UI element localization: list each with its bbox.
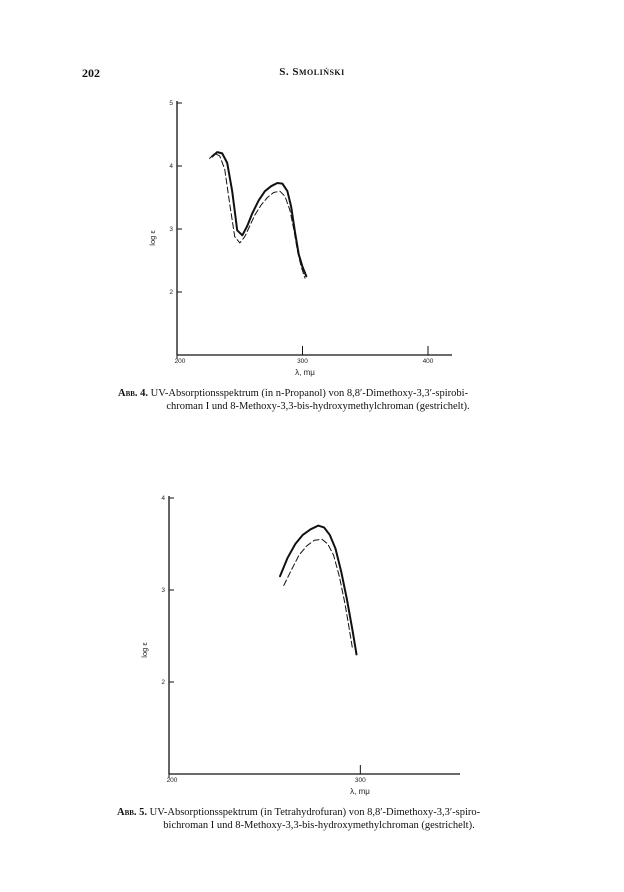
chart5-series-dashed-line [284,539,353,649]
chart5-x-axis-label: λ, mμ [350,787,370,796]
figure-5-caption-line1: UV-Absorptionsspektrum (in Tetrahydrofuran) von 8,8′-Dimethoxy-3,3′-spiro- [149,807,481,818]
chart5-x-tick-label: 200 [166,777,178,784]
chart4-series-dashed-line [210,153,305,278]
chart5-y-axis-label: log ε [140,642,149,658]
chart4-x-tick-label: 300 [297,358,308,365]
figure-4-caption-line1: UV-Absorptionsspektrum (in n-Propanol) von 8,8′-Dimethoxy-3,3′-spirobi- [150,388,469,399]
chart4-y-tick-label: 5 [169,100,173,107]
chart4-series-solid-line [212,152,306,276]
figure-5-label: Abb. 5. [117,807,148,818]
chart5-y-tick-label: 2 [161,679,165,686]
chart4-y-tick-label: 3 [169,226,173,233]
running-head [0,66,624,78]
figure-4-caption-line2: chroman I und 8-Methoxy-3,3-bis-hydroxymethylchroman (gestrichelt). [166,401,470,412]
chart4-y-tick-label: 2 [169,289,173,296]
chart5-series-solid-line [280,526,357,655]
page-number: 202 [82,66,100,80]
chart4-x-tick-label: 400 [422,358,434,365]
figure-4-caption [118,387,518,413]
chart5-y-tick-label: 3 [161,587,165,594]
chart4-y-tick-label: 4 [169,163,173,170]
chart5-y-tick-label: 4 [161,495,165,502]
figure-5-chart [0,486,624,802]
figure-5-caption-line2: bichroman I und 8-Methoxy-3,3-bis-hydroxymethylchroman (gestrichelt). [163,820,475,831]
chart5-x-tick-label: 300 [354,777,366,784]
author-name: S. Smoliński [279,66,345,78]
page-header [0,66,624,82]
chart4-y-axis-label: log ε [148,230,157,246]
chart4-x-axis-label: λ, mμ [295,368,315,377]
figure-4-label: Abb. 4. [118,388,149,399]
figure-5-caption [117,806,521,832]
chart4-x-tick-label: 200 [174,358,186,365]
figure-4-chart [0,92,624,382]
